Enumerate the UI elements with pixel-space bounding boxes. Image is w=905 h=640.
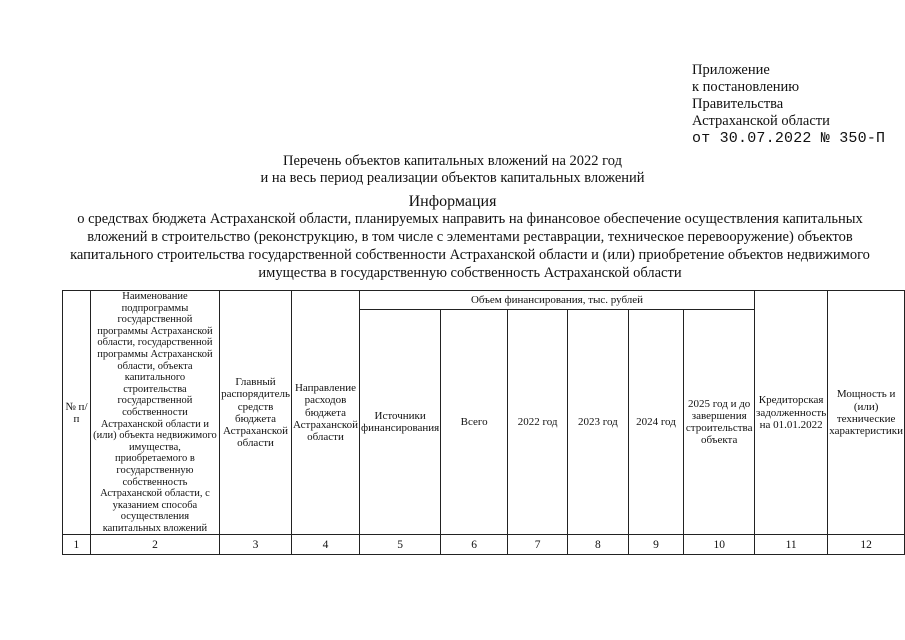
table-header-row (63, 291, 905, 310)
header-debt: Кредиторская задолженность на 01.01.2022 (754, 291, 827, 535)
header-2022: 2022 год (507, 310, 567, 535)
column-number: 2 (90, 535, 219, 555)
list-title-line: Перечень объектов капитальных вложений на 2022 год (283, 153, 622, 169)
list-title (0, 153, 905, 187)
column-number: 1 (63, 535, 91, 555)
list-title-line: и на весь период реализации объектов капитальных вложений (260, 170, 645, 186)
appendix-line: Приложение (692, 62, 770, 78)
header-manager: Главный распорядитель средств бюджета Астраханской области (220, 291, 292, 535)
info-heading: Информация (408, 193, 497, 210)
column-number-row (63, 535, 905, 555)
column-number: 4 (291, 535, 359, 555)
header-sources: Источники финансирования (360, 310, 441, 535)
header-2023: 2023 год (568, 310, 628, 535)
header-capacity: Мощность и (или) технические характеристики (828, 291, 905, 535)
column-number: 9 (628, 535, 684, 555)
header-financing-group: Объем финансирования, тыс. рублей (360, 291, 755, 310)
appendix-line: Астраханской области (692, 113, 830, 129)
header-2024: 2024 год (628, 310, 684, 535)
info-description: о средствах бюджета Астраханской области, планируемых направить на финансовое обеспечение осуществления капитальных вложений в строительство (реконструкцию, в том числе с элементами реставрации, техническое перевооружение) объектов капитального строительства государственной собственности Астраханской области и (или) приобретение объектов недвижимого имущества в государственную собственность Астраханской области (70, 211, 870, 281)
header-2025: 2025 год и до завершения строительства объекта (684, 310, 755, 535)
column-number: 3 (220, 535, 292, 555)
header-direction: Направление расходов бюджета Астраханской области (291, 291, 359, 535)
column-number: 10 (684, 535, 755, 555)
column-number: 12 (828, 535, 905, 555)
header-name: Наименование подпрограммы государственной программы Астраханской области, государственной программы Астраханской области, объекта капитального строительства государственной собственности Астраханской области и (или) объекта недвижимого имущества, приобретаемого в государственную собственность Астраханской области, с указанием способа осуществления капитальных вложений (90, 291, 219, 535)
column-number: 11 (754, 535, 827, 555)
column-number: 5 (360, 535, 441, 555)
column-number: 6 (441, 535, 508, 555)
appendix-block (692, 62, 885, 147)
column-number: 8 (568, 535, 628, 555)
header-total: Всего (441, 310, 508, 535)
appendix-line: Правительства (692, 96, 784, 112)
appendix-date-number: от 30.07.2022 № 350-П (692, 130, 886, 147)
header-number: № п/п (63, 291, 91, 535)
column-number: 7 (507, 535, 567, 555)
financing-table (62, 290, 905, 555)
appendix-line: к постановлению (692, 79, 800, 95)
